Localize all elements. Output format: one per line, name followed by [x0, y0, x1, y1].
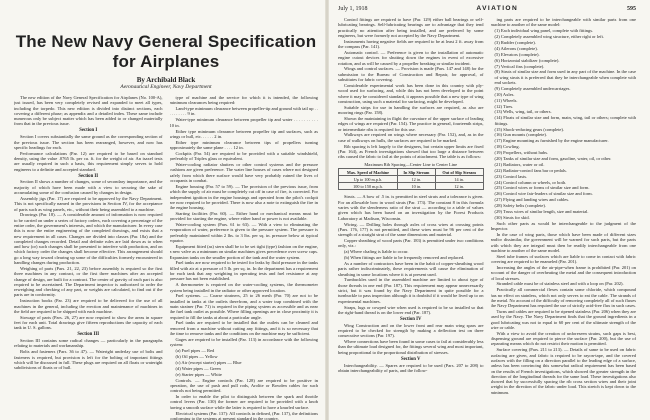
paragraph: (a) Fuel pipes — Red	[175, 348, 215, 354]
paragraph: Weighing of parts (Pars. 21, 22, 23) before assembly is required so the first three machines in any contract, or the first three machines after an accepted change of design, are built for a contract. The center of gravity of each part is also required to be ascertained. The Department inspector is authorized to order the reweighing and checking of any part, or weights are calculated, to find out if the parts are in conformity.	[14, 265, 163, 298]
list-item: (18) Cowling.	[494, 144, 520, 150]
article-title: The New Navy General Specification for Airplanes	[15, 32, 317, 71]
list-item: (1) Each individual wing panel, complete with fittings.	[494, 28, 594, 34]
paragraph: Steel tube frames of surfaces which are liable to come in contact with fabric covering are required to be enameled (Par. 201).	[490, 253, 636, 265]
paragraph: ing parts are required to be interchangeable with similar parts from one machine to another of the same model:	[490, 17, 636, 28]
table-cell: 14 in.	[435, 176, 483, 183]
paragraph: Shown the maintaining in flight the curvature of the upper surface of leading edges of wings are required (Par. 154). The practice in general, fourteenth strips, or intermediate ribs is required for this use.	[338, 115, 484, 132]
list-item: (9) Completely assembled undercarriages.	[494, 85, 571, 91]
list-item: (15) Shock-reducing gears (complete).	[494, 126, 564, 132]
table-header-row	[339, 169, 484, 176]
section-heading: Section III	[77, 332, 100, 338]
section-heading: Section IV	[400, 316, 422, 322]
right-page	[328, 0, 650, 420]
paragraph: Equipment fitted (as) stern shall be to be set tight (type) fashion on the engine, a new valve as a minimum on similar machines gives precedence over screw caps. Expansion tanks on the smaller portion of the tank and the water system.	[169, 243, 318, 260]
paragraph: Water-cooling radiator shutters or other control systems and the pressure cushions are given preference. The water line houses of cases where not designed safely from which there surface would have very probably ruined the lives of occupants in combat.	[169, 162, 318, 184]
paragraph: In the case of wing parts, those which have been made of different sizes and/or dissimilar, the government will be warned for such parts, but the parts with which they are integral must then be readily interchangeable from one machine to another of the same model.	[490, 231, 636, 253]
paragraph: (b) Oil pipes — Yellow	[175, 354, 218, 360]
table-row	[339, 183, 484, 190]
paragraph: Struts. — A bow of .5 in. is permitted in steel struts and a tolerance is given. For an allowable bow in wood struts (Par. 173). The constant 8 in this formula varies with the slenderness ratio of the strut — according to a table of values given which has been based on an investigation by the Forest Products Laboratory at Madison, Wisconsin.	[338, 194, 484, 221]
paragraph: Suitable strips for use in handling the surfaces are required, as also are mooring rings (Par. 158).	[338, 104, 484, 116]
list-item: (22) Radiator-control fans bar or pedals.	[494, 167, 567, 173]
paragraph: The new edition of the Navy General Specification for Airplanes (No. 100-A), just issued, has been very completely revised and expanded to meet all types, including the torpedo. This new edition is divided into distinct sections, each covering a different phase; as appendix and a detailed index. These same include numerous only be subject matter which has been added to or changed materially from that in the previous issue.	[14, 95, 163, 127]
paragraph: Such other parts as would be interchangeable to the judgment of the Inspector.	[490, 220, 636, 232]
paragraph: (d) Water pipes — Green	[175, 365, 221, 371]
paragraph: Electrical systems (Par. 137): All controls in defined, (Par. 137), the definitions conforming to the systems at present standard in the country.	[169, 410, 318, 420]
paragraph: Automatic control. — Preference is given to the installation of automatic engine cutout devices for shutting down the engines in event of excessive rotation, and as will be caused by a propeller breaking or similar incident.	[338, 49, 484, 66]
list-item: (7) Vertical fins (complete).	[494, 63, 545, 69]
list-item: (30) Struts for skid.	[494, 214, 530, 220]
paragraph: Copper sheathing of wood parts (Par. 183) is permitted under two conditions only, viz.:	[338, 238, 484, 249]
paragraph: Wiring. — Drilling holes through axles of cross wires at crossing points (Pars. 176, 177) is not permitted, and these wires must be 96 per cent of the strength of a straight strut of the same dimensions and material.	[338, 221, 484, 238]
paragraph: Straps, lugs or cowped wire when used is required to be so installed so that the right-hand thread is on the lower end (Par. 187).	[338, 304, 484, 315]
magazine-name: AVIATION	[476, 5, 519, 12]
table-caption: Maximum Rib Spacing—Center Line to Center Line	[364, 162, 458, 168]
paragraph: Turns and cables are required to be ripened stainless (Par. 206) when they are used by the Navy. The Navy Department finds that the ground ingredients in a good lubricating was not to equal to 60 per cent of the ultimate strength of the wire or cable.	[490, 309, 636, 330]
list-item: (20) Tanks of similar size and form, gasoline, water, oil, or other.	[494, 156, 612, 161]
list-item: (19) Propellers, without hubs.	[494, 150, 549, 156]
list-item: (10) Axles.	[494, 91, 515, 97]
paragraph: In order to enable the pilot to distinguish between the spark and throttle control levers (Par. 130) the former are required to be provided with a knob having a smooth surface while the latter is required to have a knurled surface.	[169, 394, 318, 410]
right-column-1-upper	[338, 17, 484, 159]
paragraph: Instruction books (Par. 23) are required to be delivered for the use of all machines in the general, including the erection and maintenance of machines in the field are required to be shipped with each machine.	[14, 298, 163, 314]
list-item: (21) Radiators, water or oil.	[494, 161, 545, 167]
list-item: (3) Rudder (complete).	[494, 39, 536, 45]
list-item: (12) Tires.	[494, 103, 514, 109]
paragraph: Stranded cable must be of stainless steel and with a loop on (Par. 202).	[496, 281, 624, 287]
paragraph: Instruments having negative fields are required to be at least 2 ft. away from the compass (Par. 141).	[338, 38, 484, 50]
list-item: (24) Control column or wheels, or both.	[494, 179, 567, 185]
paragraph: Either type minimum clearance between tips of propellers turning approximately the same plane . . . . 12 in.	[169, 139, 318, 151]
list-item: (5) Elevators (complete).	[494, 51, 540, 57]
left-column-2	[170, 95, 319, 420]
list-item: (8) Struts of similar size and form used in any part of the machine. In the case of wing struts it is preferred that they be interchangeable when complete with end sockets.	[494, 69, 636, 86]
paragraph: (a) Where chafing is liable to occur.	[344, 249, 409, 255]
table-row	[339, 176, 484, 183]
paragraph: Performance calculations (Par. 12) are required to be based on standard density, using the value .0765 lb. per cu. ft. for the weight of air. An isaxel tests are usually required in such a basis, this requirement simply serves to hold engineers to a definite and accepted standard.	[14, 150, 163, 172]
paragraph: Practically all commercial flexes contain some chloride, which compound has no effect on stainless, which not only serves to eat the cable. The strands of the metal. No account of the difficulty of removing completely all of such fluxes the Navy Department has required the use of strictly acid-free flux in such cases.	[490, 287, 636, 309]
paragraph: type of machine and the service for which it is intended, the following minimum clearances being required:	[169, 95, 318, 106]
list-item: (26) Control wire fair-leaders of similar size and form.	[494, 191, 593, 197]
list-item: (27) Flying and landing wires and cables.	[494, 197, 570, 203]
list-item: (17) Engine mounting as furnished by the engine manufacturer.	[494, 138, 609, 144]
table-header-cell: In Slip Stream	[397, 169, 435, 176]
paragraph: Water-type minimum clearance between propeller tip and water . . . . . . . . . . 10 in.	[169, 117, 318, 128]
issue-date: July 1, 1918	[338, 6, 368, 12]
list-item: (11) Wheels.	[494, 97, 518, 103]
author-affiliation: Aeronautical Engineer, Navy Department	[120, 84, 212, 90]
list-item: (2) Completely assembled wing structure, either right or left.	[494, 34, 604, 40]
right-column-2	[491, 17, 637, 396]
table-header-cell: Max. Speed of Machine	[339, 169, 398, 176]
paragraph: Control fittings are required to have (Par. 129) either ball bearings or self-lubricating bearings. Self-lubricating bearings are to advantage that they tend practically no attention after being installed, and are preferred by some engineers, but were formerly not accepted by the Navy Department.	[338, 17, 484, 38]
paragraph: Section II shows a number of changes, some of secondary importance, and the majority of which have been made with a view to securing the sake of accumulating some of the confusion caused by changes in design.	[14, 179, 163, 196]
paragraph: Land-type minimum clearance between propeller-tip and ground with tail up . . . . . . . . . . 9 in.	[169, 106, 318, 117]
paragraph: Rib spacing is left largely to the designers, but certain upper limits are fixed (Par. 164), as French investigations showed that too large a distance between ribs caused the fabric to fail at the points of attachment. The table is as follows:	[338, 143, 484, 160]
rib-spacing-table	[338, 162, 484, 190]
running-header	[338, 5, 636, 12]
paragraph: (c) Air (except starter) pipes — Blue	[175, 359, 242, 365]
table-cell: 100 to 150 m.p.h.	[339, 183, 398, 190]
right-column-1-lower	[338, 194, 484, 373]
list-item: (16) Gun mounts (complete).	[494, 132, 547, 138]
page-number: 595	[627, 6, 636, 12]
paragraph: Fuel tanks are now required to be tested for leaks by fluid pressure in the tanks filled with air at a pressure of 5 lb. per sq. in. In the department has a requirement for each tank that any weighting in operating tests and fuel resistance at any pressure has not been established.	[169, 260, 318, 282]
left-columns	[14, 95, 318, 420]
paragraph: Considerable experimental work has been done in this country with ply-wood used for surfacing, and, while this has not been developed to the point where it may be considered standard, it appears possible that a new type of wing construction, using such a material for surfacing, might be developed.	[338, 82, 484, 104]
paragraph: Surface covering (Pars. 211 to 213). — Details of same to be used on fabric surfacing are given, and fabric is required to be rayon-tape, and the covered surfaces with the filling on a direction parallel to the leading edge of a surface, unless has been convincing this somewhat radical requirement has been based on the results of French investigations, which showed the greater strength in the direction of the longitudinal threads for the same load. These investigations also showed that by successfully spacing the rib cross section wires and their joint weight in the direction of the fabric under load. This stretch is kept down to the minimum.	[490, 347, 636, 395]
table-cell: 12 in.	[435, 183, 483, 190]
list-item: (28) Safety belts (complete).	[494, 203, 546, 209]
paragraph: A thermometer is required on the water-cooling systems, the thermometer system being installed in the radiator or other approved location.	[169, 282, 318, 293]
table-cell: Up to 100 m.p.h.	[339, 176, 398, 183]
right-column-1	[338, 17, 484, 396]
paragraph: Drawings (Par. 18). — A considerable amount of information is now required to be carried on under a series of factory orders, each covering a percentage of the entire order, the government's interests, and which the manufacturer. In every case this is now the entire engineering of the completed drawings, and exists that a new requirement in all cases. Changes are divided into classes (Par. 18a) and the completed changes recorded. Detail and definite rules are laid down as to when and how (or) such changes shall be presented to interfere with production, and on which factory order the changes shall become effective. This arrangement should go a long way toward clearing up some of the difficulties formerly encountered in handling changes during production.	[14, 212, 163, 266]
paragraph: Interchangeability. — Spares are required to be used (Pars. 207 to 208) to obtain interchangeability of parts, and the follow-	[338, 362, 484, 373]
paragraph: Fuel systems. — Coarse strainers, 25 to 26 mesh (Par. 70) are not to be installed in tanks at the outlets therefrom, and a water trap combined with the main strainer (Par. 71) is required in the piping system as accessible and as near the fuel tank outlet as possible. Where filling openings are in close proximity it is required to fill the tanks at about a particular angle.	[169, 293, 318, 320]
paragraph: Wing Construction and on the lower front and rear main wing spars are required to be checked for strength by making a deflection test on three consecutive sections (Par. 197).	[338, 322, 484, 339]
table-cell: 10 in.	[397, 183, 435, 190]
list-item: (25) Control wires or forms of similar size and form.	[494, 185, 590, 191]
table-header-cell: Out of Slip Stream	[435, 169, 483, 176]
list-item: (23) Control lasts.	[494, 173, 528, 179]
table-cell: 12 in.	[397, 176, 435, 183]
paragraph: Either type minimum clearance between propeller tip and surfaces, such as wings or hull, etc. . . . . . 2 in.	[169, 128, 318, 139]
paragraph: Engine housing (Par. 57 to 59). — The provision of the previous issue, from which the supply of air must be completely cut off in case of fire, is corrected. For independent ignition in the engine housings and operated from the pilot's cockpit are now required to be provided. There is now also a note to extinguish the fire in the engine housing.	[169, 183, 318, 211]
paragraph: With a view to avoid the creation of unforeseen strains, such gaps is best, dispensing ground are required to pierce the surface (Par. 200), but the use of separating means which do not restrict their motion is permitted.	[490, 330, 636, 347]
paragraph: Cockpits (Par. 54) are required to be provided with a suitable windshield, preferably of Triplex glass or equivalent.	[169, 150, 318, 162]
paragraph: (b) When fittings are liable to be frequently removed and replaced.	[344, 255, 465, 261]
list-item: (6) Horizontal stabilizer (complete).	[494, 57, 560, 63]
list-item: (13) Wells, wing, tail, or others.	[494, 109, 552, 115]
paragraph: Where connections have been found in some cases to fail at considerably less than the ultimate load designed for, the fittings several wing and most important, being proportional to the proportional distribution of stresses.	[338, 339, 484, 355]
paragraph: As a number of contractors have been in the habit of copper-sheathing wood parts rather indiscriminately, these requirements will cause the elimination of sheathing in some locations where it is at present used.	[338, 261, 484, 277]
paragraph: Gages are required to be installed (Par. 113) in accordance with the following system:	[169, 336, 318, 348]
section-heading: Section II	[78, 173, 99, 179]
paragraph: Stowage of parts (Pars. 26, 27) are now required to show the areas in square feet for each unit. Total drawings give fifteen reproductions the capacity of each tank in U. S. gallons.	[14, 314, 163, 331]
paragraph: Bolts and fasteners (Pars. 36 to 47). — Wateright underlay use of bolts and fasteners is required, but provision is left for the bolting of important fittings which will be discussed in full. These plugs are required on all floats or wateright subdivisions of floats or of hull.	[14, 349, 163, 371]
paragraph: Section III contains some radical changes — particularly in the paragraphs relating to materials and workmanship.	[14, 338, 163, 349]
author-byline: By Archibald Black	[136, 76, 196, 84]
paragraph: Wings and control surfaces. — Provision is made (Pars. 147 and 148) for the submission to the Bureau of Construction and Repair, for approval, of substitutes for fabric covering.	[338, 66, 484, 83]
paragraph: (e) Starter pipes — White	[175, 371, 222, 377]
left-column-1	[14, 95, 163, 420]
right-columns	[338, 17, 636, 396]
section-heading: Section I	[79, 128, 98, 134]
paragraph: Controls. — Engine controls (Par. 128) are required to be positive in operation, the use of push and pull rods, Arolite or Bowden cables for such controls not being permitted.	[169, 377, 318, 394]
paragraph: Assembly jigs (Par. 17) are required to be approved by the Navy Department. This is not specifically named in the provisions in Section IV, for the acceptance of parts such as wing panels, etc., without their being assembled to a machine.	[14, 195, 163, 212]
list-item: (29) Truss wires of similar length, size and material.	[494, 209, 589, 215]
list-item: (14) Floats of similar size and form, main, wing, tail or others; complete with fittings.	[494, 115, 636, 126]
section-heading: Section V	[401, 356, 421, 362]
paragraph: Walkways are required on wings where necessary (Par. 152), and, as in the case of walkways on hulls, the surfaces are required to be marked.	[338, 132, 484, 143]
paragraph: Starting facilities (Par. 60). — Either hand or mechanical means must be provided for starting the engine, where either hand or power is not available.	[169, 210, 318, 222]
paragraph: Water-cooling system (Pars. 61 to 63). — With a view to eliminating the evaporation of water, preference is given to the pressure system. The pressure is preferably maintained within 2 lbs. to 3 lbs. per sq. in. pressure below at typical equator.	[169, 222, 318, 244]
paragraph: Increasing the angles of the air-pipe-when frame is prohibited (Par. 201) on account of the danger of overheating the metal and the consequent introduction of local stresses.	[490, 264, 636, 281]
paragraph: Turnbuckles used in the assembled machine are limited to about type of those threads in one end (Par. 187). This requirement may appear unnecessarily strict, but it was found by the Navy Department in quite possible for a turnbuckle to pass inspection although it is doubtful if it would be lived up to on experimental machines.	[338, 277, 484, 304]
paragraph: Section I covers substantially the same ground as the corresponding section of the previous issue. The section has been rearranged, however, and now has specific headings for each.	[14, 134, 163, 150]
paragraph: Fuel tanks are required to be installed that the outlets can be cleaned and removed from a machine without cutting any fittings, and it is so necessary that the time to remove tanks and the conditions on the machine may be sufficient.	[169, 320, 318, 337]
list-item: (4) Ailerons (complete).	[494, 45, 538, 51]
